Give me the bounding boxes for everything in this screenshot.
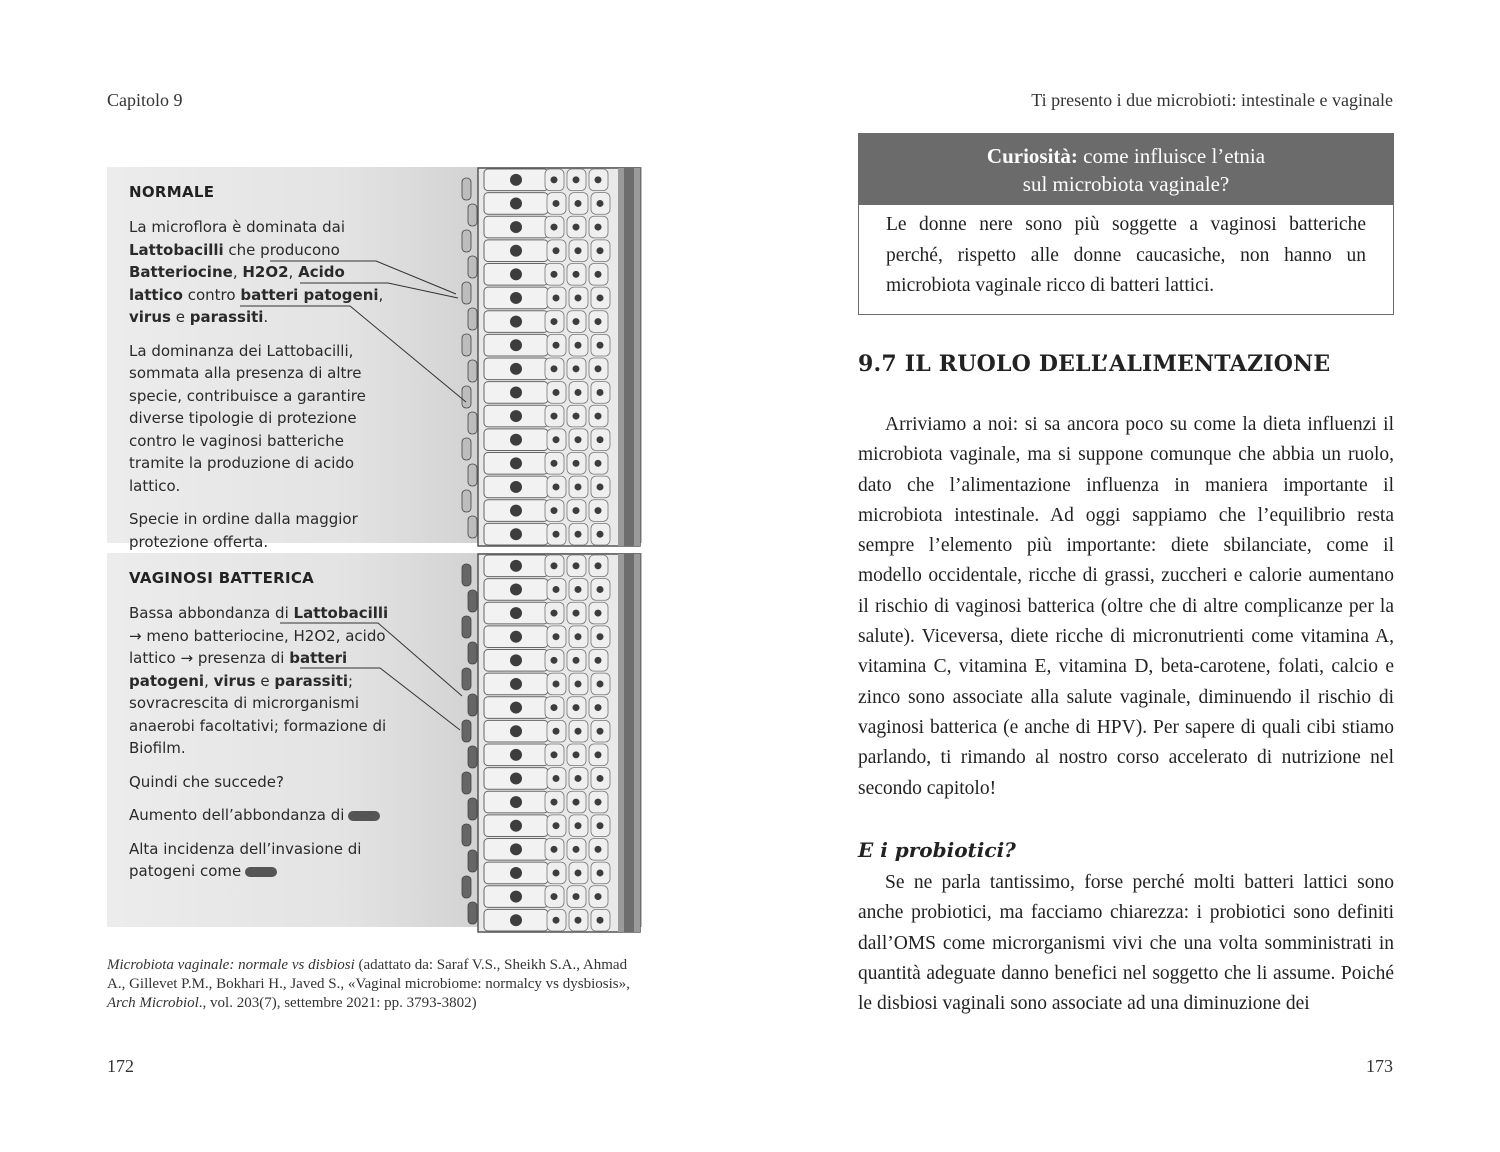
curiosity-box-body: Le donne nere sono più soggette a vaginosi batteriche perché, rispetto alle donne caucasiche, non hanno un microbiota vaginale ricco di batteri lattici. — [858, 205, 1394, 315]
body-paragraph-1: Arriviamo a noi: si sa ancora poco su come la dieta influenzi il microbiota vaginale, ma si suppone comunque che abbia un ruolo, dato che l’alimentazione influenza in maniera importante il microbiota intestinale. Ad oggi sappiamo che l’equilibrio resta sempre l’elemento più importante: diete sbilanciate, come il modello occidentale, ricche di grassi, zuccheri e calorie aumentano il rischio di vaginosi batterica (oltre che di altre complicanze per la salute). Viceversa, diete ricche di micronutrienti come vitamina A, vitamina C, vitamina E, vitamina D, beta-carotene, folati, calcio e zinco sono associate alla salute vaginale, diminuendo il rischio di vaginosi batterica (e anche di HPV). Per sapere di quali cibi stiamo parlando, ti rimando al nostro corso accelerato di nutrizione nel secondo capitolo! — [858, 414, 1394, 799]
figure-text-bv-p3: Aumento dell’abbondanza di — [129, 804, 394, 827]
figure-title-bv: VAGINOSI BATTERICA — [129, 569, 315, 587]
section-title: 9.7 IL RUOLO DELL’ALIMENTAZIONE — [858, 351, 1331, 377]
body-paragraph-2: Se ne parla tantissimo, forse perché molti batteri lattici sono anche probiotici, ma facciamo chiarezza: i probiotici sono definiti dall’OMS come microrganismi vivi che una volta somministrati in quantità adeguate danno benefici nel soggetto che li assume. Poiché le disbiosi vaginali sono associate ad una diminuzione dei — [858, 872, 1394, 1015]
curiosity-box-header: Curiosità: come influisce l’etnia sul microbiota vaginale? — [858, 133, 1394, 205]
bacteria-rod-icon — [348, 811, 380, 821]
figure-text-bv: Bassa abbondanza di Lattobacilli → meno batteriocine, H2O2, acido lattico → presenza di batteri patogeni, virus e parassiti; sovracrescita di microrganismi anaerobi facoltativi; formazione di Biofilm. Quindi che succede? Aumento dell’abbondanza di Alta incidenza dell’invasione di patogeni come — [129, 602, 394, 894]
chapter-header: Capitolo 9 — [107, 90, 183, 110]
curiosity-box — [858, 133, 1394, 315]
bacteria-rod-icon — [245, 867, 277, 877]
running-header: Ti presento i due microbioti: intestinale e vaginale — [1031, 90, 1393, 110]
subheading-probiotics: E i probiotici? — [858, 838, 1016, 862]
figure-title-normal: NORMALE — [129, 183, 215, 201]
figure-text-normal-p2: La dominanza dei Lattobacilli, sommata alla presenza di altre specie, contribuisce a garantire diverse tipologie di protezione contro le vaginosi batteriche tramite la produzione di acido lattico. — [129, 341, 366, 495]
figure-text-normal-p3: Specie in ordine dalla maggior protezione offerta. — [129, 510, 358, 551]
figure-caption: Microbiota vaginale: normale vs disbiosi (adattato da: Saraf V.S., Sheikh S.A., Ahmad A., Gillevet P.M., Bokhari H., Javed S., «Vaginal microbiome: normalcy vs dysbiosis», Arch Microbiol., vol. 203(7), settembre 2021: pp. 3793-3802) — [107, 957, 630, 1011]
figure-text-bv-p2: Quindi che succede? — [129, 772, 284, 791]
figure-text-normal: La microflora è dominata dai Lattobacilli che producono Batteriocine, H2O2, Acido lattico contro batteri patogeni, virus e parassiti. La dominanza dei Lattobacilli, sommata alla presenza di altre specie, contribuisce a garantire diverse tipologie di protezione contro le vaginosi batteriche tramite la produzione di acido lattico. Specie in ordine dalla maggior protezione offerta. — [129, 216, 394, 564]
page-number-right: 173 — [1366, 1056, 1393, 1076]
figure-text-bv-p4: Alta incidenza dell’invasione di patogeni come — [129, 839, 362, 880]
page-number-left: 172 — [107, 1056, 134, 1076]
